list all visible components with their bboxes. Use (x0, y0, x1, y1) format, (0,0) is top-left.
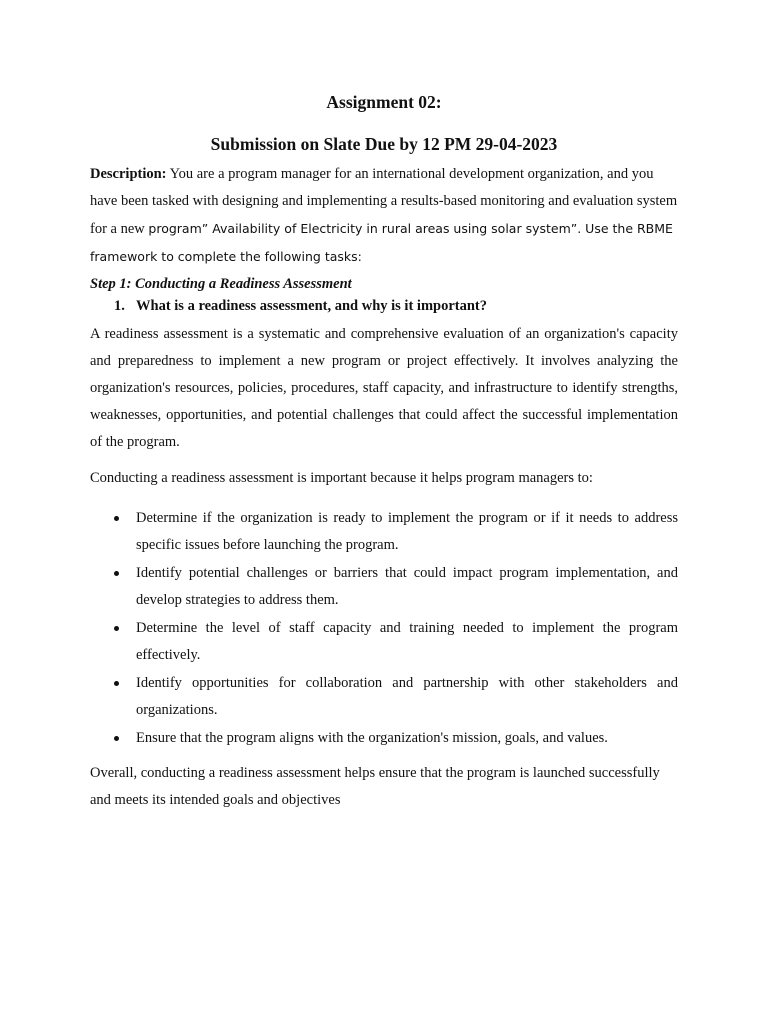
assignment-title: Assignment 02: (326, 92, 442, 112)
description-label: Description: (90, 166, 167, 182)
step-heading: Step 1: Conducting a Readiness Assessment (90, 276, 352, 292)
bullet-icon (114, 681, 119, 686)
submission-heading: Submission on Slate Due by 12 PM 29-04-2023 (210, 134, 558, 154)
description-text: You are a program manager for an international development organization, and you have been tasked with designing and implementing a results-based monitoring and evaluation system for a new (90, 166, 678, 237)
question-item (114, 298, 487, 315)
bullet-icon (114, 571, 119, 576)
list-item: Determine the level of staff capacity and training needed to implement the program effectively. (90, 615, 678, 669)
list-item: Ensure that the program aligns with the organization's mission, goals, and values. (90, 725, 678, 752)
definition-paragraph: A readiness assessment is a systematic and comprehensive evaluation of an organization's capacity and preparedness to implement a new program or project effectively. It involves analyzing the organization's resources, policies, procedures, staff capacity, and infrastructure to identify strengths, weaknesses, opportunities, and potential challenges that could affect the successful implementation of the program. (90, 326, 678, 450)
question-text: What is a readiness assessment, and why is it important? (136, 298, 487, 314)
list-item: Identify potential challenges or barriers that could impact program implementation, and develop strategies to address them. (90, 560, 678, 614)
bullet-icon (114, 736, 119, 741)
question-number: 1. (114, 298, 125, 314)
bullet-icon (114, 626, 119, 631)
description-text-tail: program” Availability of Electricity in rural areas using solar system”. Use the RBME framework to complete the following tasks: (90, 221, 673, 264)
importance-list (90, 505, 678, 753)
conclusion-paragraph: Overall, conducting a readiness assessment helps ensure that the program is launched successfully and meets its intended goals and objectives (90, 765, 660, 808)
description-paragraph (90, 161, 678, 271)
bullet-icon (114, 516, 119, 521)
importance-intro: Conducting a readiness assessment is important because it helps program managers to: (90, 470, 593, 486)
list-item: Identify opportunities for collaboration and partnership with other stakeholders and organizations. (90, 670, 678, 724)
list-item: Determine if the organization is ready to implement the program or if it needs to address specific issues before launching the program. (90, 505, 678, 559)
